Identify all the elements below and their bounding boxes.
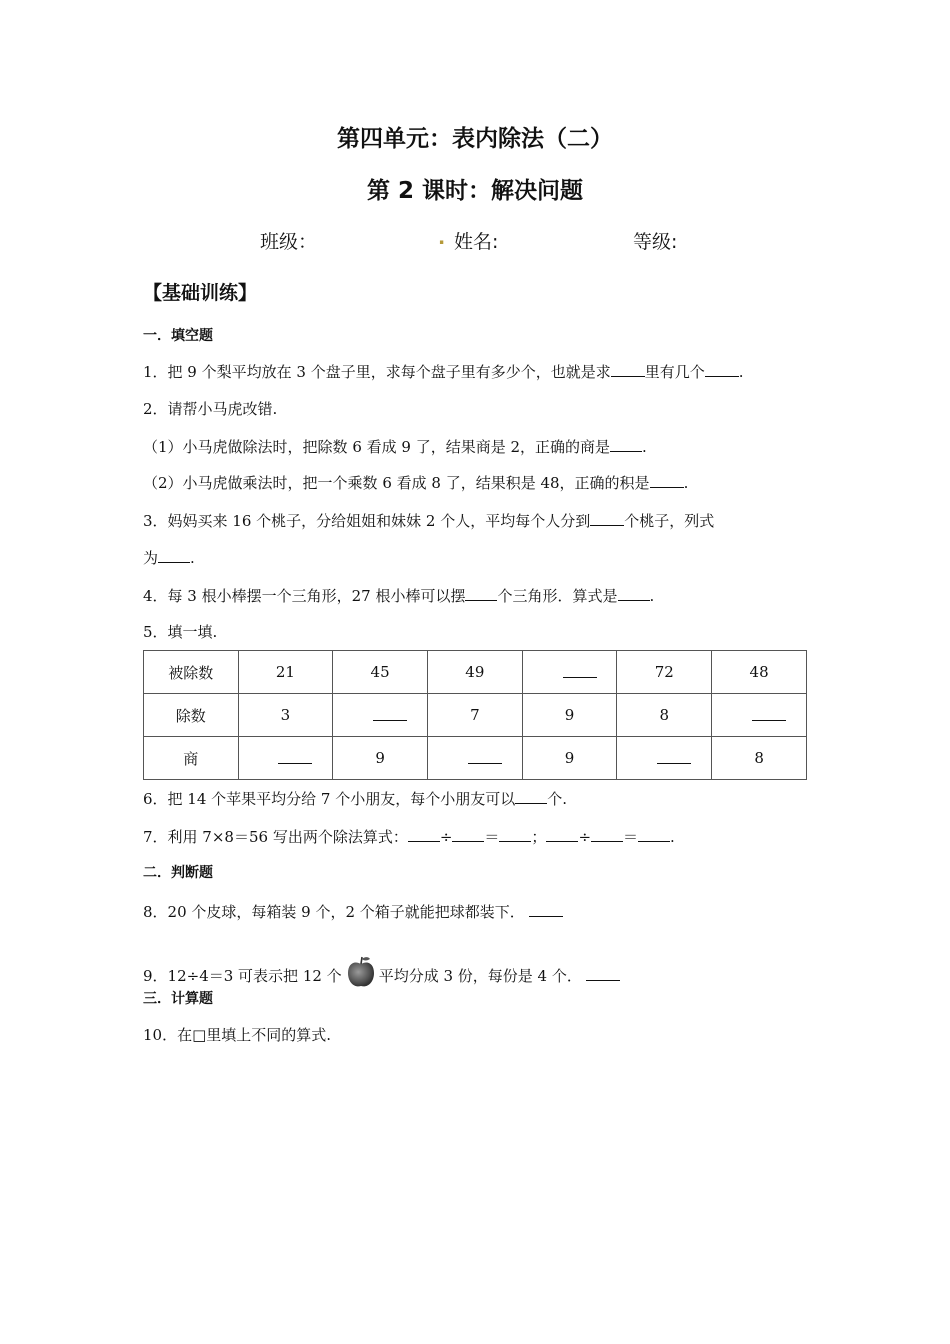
row-label: 被除数 <box>144 651 239 694</box>
division-table <box>143 650 807 780</box>
table-cell: 9 <box>333 737 428 780</box>
answer-blank[interactable] <box>611 362 645 377</box>
table-cell-blank[interactable] <box>712 694 807 737</box>
table-cell: 9 <box>522 737 617 780</box>
answer-blank[interactable] <box>618 586 650 601</box>
answer-blank[interactable] <box>638 827 670 842</box>
page-title: 第四单元：表内除法（二） <box>337 126 613 152</box>
table-cell-blank[interactable] <box>522 651 617 694</box>
page-subtitle: 第 2 课时：解决问题 <box>366 178 584 204</box>
table-row-dividend <box>144 651 807 694</box>
table-cell: 8 <box>712 737 807 780</box>
q4-text-b: 个三角形．算式是 <box>497 587 618 605</box>
question-3 <box>143 510 813 531</box>
question-2-1 <box>143 436 813 457</box>
table-cell: 48 <box>712 651 807 694</box>
q4-text-a: 4．每 3 根小棒摆一个三角形，27 根小棒可以摆 <box>143 587 466 605</box>
q9-text-b: 平均分成 3 份，每份是 4 个． <box>378 967 582 985</box>
question-6 <box>143 788 813 809</box>
apple-icon <box>346 955 376 989</box>
answer-blank[interactable] <box>610 437 642 452</box>
table-cell: 9 <box>522 694 617 737</box>
period: . <box>190 549 195 567</box>
question-3-cont <box>143 547 813 568</box>
row-label: 除数 <box>144 694 239 737</box>
table-cell: 21 <box>238 651 333 694</box>
table-cell: 7 <box>427 694 522 737</box>
answer-blank[interactable] <box>590 511 624 526</box>
row-label: 商 <box>144 737 239 780</box>
q3-text-b: 个桃子，列式 <box>624 512 715 530</box>
name-label: 姓名: <box>454 231 499 253</box>
q9-text-a: 9．12÷4＝3 可表示把 12 个 <box>143 967 342 985</box>
q1-text-a: 1．把 9 个梨平均放在 3 个盘子里，求每个盘子里有多少个，也就是求 <box>143 363 611 381</box>
question-4 <box>143 585 813 606</box>
question-7 <box>143 826 813 847</box>
answer-blank[interactable] <box>465 586 497 601</box>
q8-text: 8．20 个皮球，每箱装 9 个，2 个箱子就能把球都装下． <box>143 903 525 921</box>
answer-blank[interactable] <box>408 827 440 842</box>
question-5: 5．填一填. <box>143 623 218 641</box>
section-basic-training: 【基础训练】 <box>143 282 258 304</box>
answer-blank[interactable] <box>452 827 484 842</box>
question-2: 2．请帮小马虎改错. <box>143 400 278 418</box>
table-cell: 8 <box>617 694 712 737</box>
question-10: 10．在□里填上不同的算式. <box>143 1026 332 1044</box>
table-cell-blank[interactable] <box>333 694 428 737</box>
answer-blank[interactable] <box>650 473 684 488</box>
answer-blank[interactable] <box>546 827 578 842</box>
table-cell-blank[interactable] <box>238 737 333 780</box>
divide-sign: ÷ <box>439 828 453 846</box>
q6-text-b: 个. <box>547 790 568 808</box>
heading-true-false: 二．判断题 <box>143 865 213 881</box>
question-2-2 <box>143 472 813 493</box>
equals-sign: ＝ <box>484 828 500 846</box>
table-cell: 49 <box>427 651 522 694</box>
answer-blank[interactable] <box>158 548 190 563</box>
period: . <box>649 587 655 605</box>
q1-text-b: 里有几个 <box>644 363 705 381</box>
table-cell-blank[interactable] <box>617 737 712 780</box>
separator-dot: . <box>438 227 446 249</box>
divide-sign: ÷ <box>578 828 592 846</box>
period: . <box>738 363 744 381</box>
answer-blank[interactable] <box>591 827 623 842</box>
q3-text-a: 3．妈妈买来 16 个桃子，分给姐姐和妹妹 2 个人，平均每个人分到 <box>143 512 591 530</box>
q6-text-a: 6．把 14 个苹果平均分给 7 个小朋友，每个小朋友可以 <box>143 790 516 808</box>
table-cell: 72 <box>617 651 712 694</box>
answer-blank[interactable] <box>529 902 563 917</box>
equals-sign: ＝ <box>623 828 639 846</box>
semicolon: ； <box>531 828 547 846</box>
question-9 <box>143 955 813 989</box>
period: . <box>670 828 675 846</box>
table-row-quotient <box>144 737 807 780</box>
heading-calculation: 三．计算题 <box>143 991 213 1007</box>
question-8 <box>143 901 813 922</box>
class-label: 班级： <box>260 231 318 253</box>
heading-fill-in: 一．填空题 <box>143 328 213 344</box>
answer-blank[interactable] <box>586 966 620 981</box>
q3-text-c: 为 <box>143 549 159 567</box>
answer-blank[interactable] <box>515 789 547 804</box>
q7-text: 7．利用 7×8＝56 写出两个除法算式： <box>143 828 408 846</box>
table-cell: 3 <box>238 694 333 737</box>
q2-1-text: （1）小马虎做除法时，把除数 6 看成 9 了，结果商是 2，正确的商是 <box>143 438 611 456</box>
q2-2-text: （2）小马虎做乘法时，把一个乘数 6 看成 8 了，结果积是 48，正确的积是 <box>143 474 650 492</box>
period: . <box>642 438 647 456</box>
table-row-divisor <box>144 694 807 737</box>
student-info-row <box>0 227 950 257</box>
table-cell-blank[interactable] <box>427 737 522 780</box>
answer-blank[interactable] <box>705 362 739 377</box>
question-1 <box>143 361 813 382</box>
period: . <box>683 474 689 492</box>
grade-label: 等级: <box>633 231 678 253</box>
answer-blank[interactable] <box>499 827 531 842</box>
table-cell: 45 <box>333 651 428 694</box>
